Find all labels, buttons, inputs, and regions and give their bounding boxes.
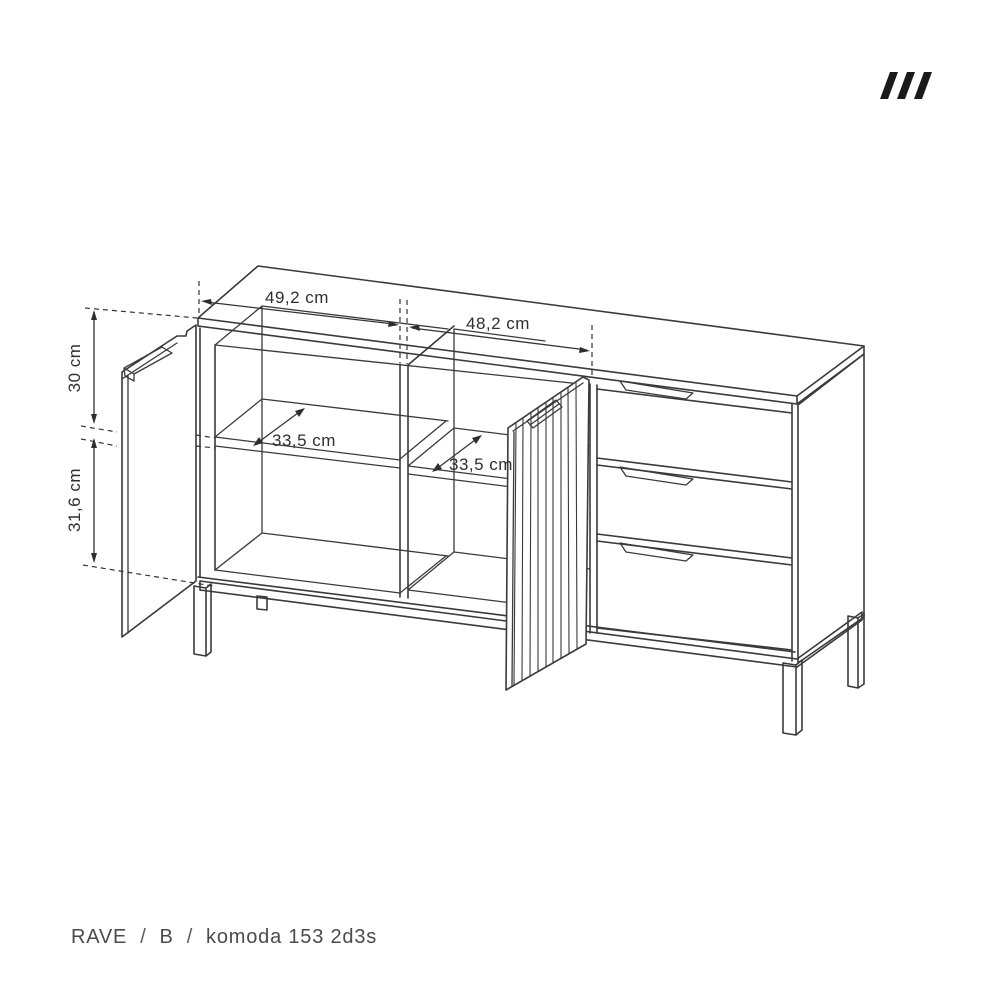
- footer-separator: /: [140, 926, 147, 948]
- left-door-open: [122, 325, 196, 637]
- dim-label-31-6: 31,6 cm: [65, 468, 84, 532]
- drawer-bottom-edge: [597, 628, 792, 650]
- dim-label-30: 30 cm: [65, 343, 84, 393]
- footer-series-label: RAVE: [71, 926, 128, 948]
- top-panel: [198, 266, 864, 404]
- footer-caption: [71, 926, 377, 949]
- drawer-top-edge: [597, 389, 792, 413]
- dimension-right-shelf-depth: [432, 435, 513, 474]
- footer-variant-label: B: [159, 926, 174, 948]
- dim-label-33-5-right: 33,5 cm: [449, 455, 513, 474]
- drawer-divider-1: [597, 458, 792, 489]
- drawer-section: [597, 381, 792, 650]
- leg-front-left: [194, 584, 211, 656]
- drawer-divider-2: [597, 534, 792, 565]
- brand-logo-slashes-icon: [880, 72, 932, 99]
- leg-front-right: [783, 660, 802, 735]
- dim-label-33-5-left: 33,5 cm: [272, 431, 336, 450]
- dim-label-49-2: 49,2 cm: [265, 288, 329, 307]
- footer-product-label: komoda 153 2d3s: [206, 926, 378, 948]
- footer-separator: /: [186, 926, 194, 948]
- dim-label-48-2: 48,2 cm: [466, 314, 530, 333]
- fluted-door-open: [506, 377, 589, 690]
